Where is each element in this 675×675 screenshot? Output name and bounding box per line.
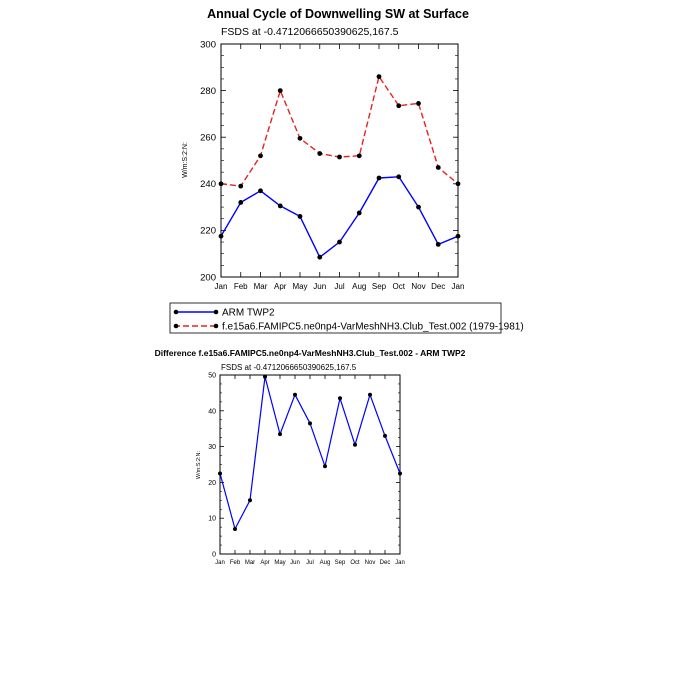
chart1-series-0-point (377, 176, 382, 181)
legend-marker-model (174, 324, 179, 329)
chart2-series-0-point (248, 498, 252, 502)
chart1-series-1-point (278, 88, 283, 93)
chart1-series-0-point (337, 240, 342, 245)
chart1-xtick-label: Jun (313, 282, 327, 291)
chart1-xtick-label: Apr (274, 282, 287, 291)
chart2-xtick-label: Aug (319, 560, 331, 566)
legend-label-model: f.e15a6.FAMIPC5.ne0np4-VarMeshNH3.Club_Test.002 (1979-1981) (222, 321, 524, 333)
chart1-ytick-label: 280 (200, 85, 216, 97)
chart2-ytick-label: 50 (208, 372, 216, 380)
chart1-xtick-label: Jan (214, 282, 228, 291)
chart1-series-1-point (396, 103, 401, 108)
legend-marker-model-2 (214, 324, 219, 329)
chart2-ytick-label: 0 (212, 551, 216, 559)
chart1-legend (170, 303, 524, 333)
chart1-series-0-point (278, 204, 283, 209)
chart1-series-1-point (238, 184, 243, 189)
chart1-series (219, 74, 461, 259)
chart1-series-0-point (357, 211, 362, 216)
legend-marker-arm (174, 310, 179, 315)
chart2-xtick-label: May (274, 560, 286, 566)
chart2-xtick-label: Jul (306, 560, 314, 566)
chart2-xtick-label: Feb (229, 560, 241, 566)
chart2-ytick-label: 30 (208, 444, 216, 452)
chart1-xtick-label: Feb (233, 282, 248, 291)
chart2-ytick-label: 40 (208, 408, 216, 416)
chart2-series-0-point (233, 527, 237, 531)
chart1-series-0-point (396, 174, 401, 179)
chart2-ytick-label: 10 (208, 515, 216, 523)
chart2-xtick-label: Dec (379, 560, 391, 566)
chart1-series-1-point (357, 153, 362, 158)
chart1-series-1-point (317, 151, 322, 156)
chart2-series-0-point (338, 396, 342, 400)
chart1-series-0-point (456, 234, 461, 239)
chart2-xtick-label: Jun (290, 560, 300, 566)
chart1-series-0-point (436, 242, 441, 247)
chart2-series-0-point (398, 471, 402, 475)
chart1-series-0-point (416, 205, 421, 210)
chart1-xtick-label: Aug (352, 282, 367, 291)
chart2-axes (208, 372, 405, 566)
chart1-title: Annual Cycle of Downwelling SW at Surface (207, 7, 469, 21)
chart2-series-0-point (353, 443, 357, 447)
chart1-series-line-1 (221, 77, 458, 187)
chart1-series-1-point (258, 153, 263, 158)
chart1-ytick-label: 300 (200, 39, 216, 51)
legend-label-arm: ARM TWP2 (222, 307, 275, 319)
chart1-xtick-label: Jan (451, 282, 465, 291)
chart1-ytick-label: 260 (200, 132, 216, 144)
chart2-series-0-point (308, 421, 312, 425)
chart2-series-0-point (293, 393, 297, 397)
chart1-series-1-point (416, 101, 421, 106)
chart2-series-0-point (323, 464, 327, 468)
chart2-xtick-label: Jan (395, 560, 405, 566)
chart2-series-0-point (263, 375, 267, 379)
chart2-ytick-label: 20 (208, 479, 216, 487)
chart2-subtitle: FSDS at -0.4712066650390625,167.5 (221, 363, 357, 372)
chart1-series-1-point (219, 181, 224, 186)
chart1-series-1-point (337, 155, 342, 160)
chart2-title: Difference f.e15a6.FAMIPC5.ne0np4-VarMeshNH3.Club_Test.002 - ARM TWP2 (154, 348, 466, 358)
chart1-xtick-label: Sep (371, 282, 387, 291)
chart1-series-1-point (377, 74, 382, 79)
chart1-series-0-point (298, 214, 303, 219)
chart1-ytick-label: 220 (200, 225, 216, 237)
chart1-ylabel: W/m:S:2:N: (182, 142, 189, 178)
chart-difference (155, 348, 466, 566)
chart2-xtick-label: Oct (350, 560, 360, 566)
chart2-xtick-label: Mar (244, 560, 256, 566)
chart2-xtick-label: Jan (215, 560, 225, 566)
chart1-series-0-point (219, 234, 224, 239)
chart1-ytick-label: 200 (200, 272, 216, 284)
chart2-ylabel: W/m:S:2:N: (196, 450, 202, 480)
chart2-series-0-point (278, 432, 282, 436)
chart2-xtick-label: Nov (364, 560, 376, 566)
chart1-axes (200, 39, 464, 291)
chart1-xtick-label: Nov (411, 282, 426, 291)
chart2-xtick-label: Apr (260, 560, 270, 566)
chart2-series-0-point (368, 393, 372, 397)
chart2-series (218, 375, 402, 531)
chart1-series-0-point (238, 200, 243, 205)
chart1-xtick-label: Mar (253, 282, 268, 291)
chart1-xtick-label: Dec (431, 282, 446, 291)
chart-annual-cycle (170, 7, 524, 333)
chart1-xtick-label: May (292, 282, 308, 291)
chart2-series-0-point (383, 434, 387, 438)
chart1-series-1-point (456, 181, 461, 186)
chart1-series-line-0 (221, 177, 458, 257)
chart2-series-0-point (218, 471, 222, 475)
chart1-xtick-label: Jul (334, 282, 345, 291)
chart1-series-0-point (317, 255, 322, 260)
chart1-series-1-point (436, 165, 441, 170)
chart1-series-0-point (258, 188, 263, 193)
chart2-xtick-label: Sep (334, 560, 346, 566)
chart1-xtick-label: Oct (392, 282, 405, 291)
chart2-series-line-0 (220, 377, 400, 529)
chart1-series-1-point (298, 136, 303, 141)
legend-marker-arm-2 (214, 310, 219, 315)
chart1-ytick-label: 240 (200, 179, 216, 191)
chart1-subtitle: FSDS at -0.4712066650390625,167.5 (221, 26, 399, 38)
